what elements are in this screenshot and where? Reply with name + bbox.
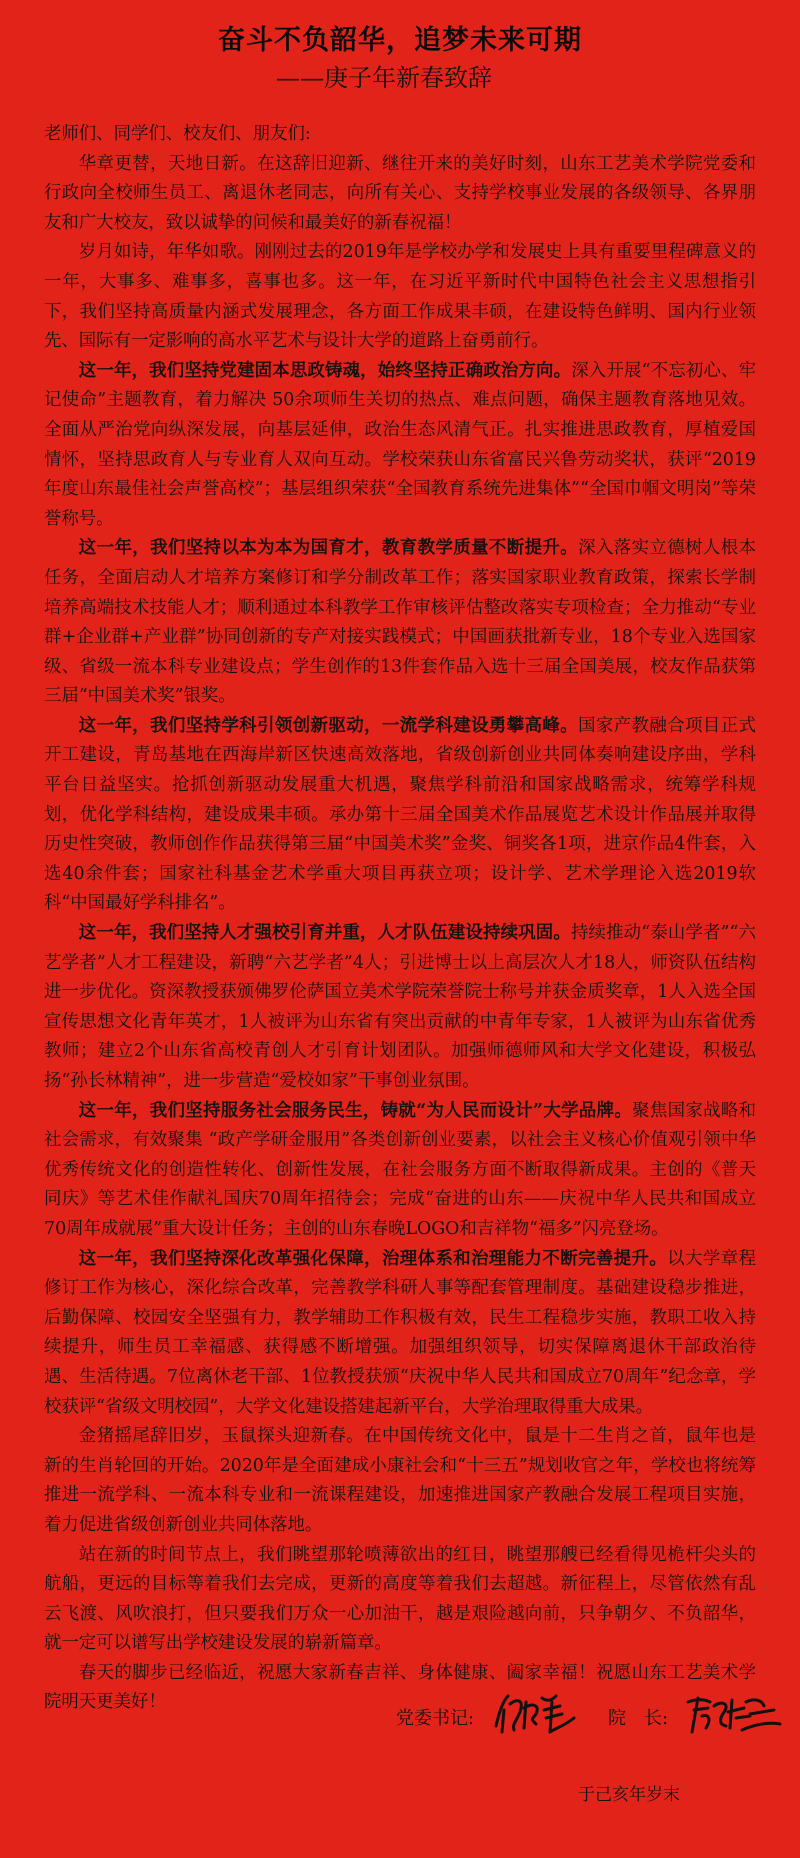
paragraph-lead: 这一年，我们坚持服务社会服务民生，铸就“为人民而设计”大学品牌。 (78, 1100, 633, 1121)
paragraph-lead: 这一年，我们坚持党建固本思政铸魂，始终坚持正确政治方向。 (78, 360, 572, 381)
secretary-label: 党委书记: (396, 1708, 475, 1729)
letter-paragraph (44, 150, 756, 239)
paragraph-text: 深入落实立德树人根本任务，全面启动人才培养方案修订和学分制改革工作；落实国家职业教育政策，探索长学制培养高端技术技能人才；顺利通过本科教学工作审核评估整改落实专项检查；全力推动“专业群+企业群+产业群”协同创新的专产对接实践模式；中国画获批新专业，18个专业入选国家级、省级一流本科专业建设点；学生创作的13件套作品入选十三届全国美展，校友作品获第三届“中国美术奖”银奖。 (44, 538, 756, 707)
paragraph-text: 金猪摇尾辞旧岁，玉鼠探头迎新春。在中国传统文化中，鼠是十二生肖之首，鼠年也是新的生肖轮回的开始。2020年是全面建成小康社会和“十三五”规划收官之年，学校也将统筹推进一流学科、一流本科专业和一流课程建设，加速推进国家产教融合发展工程项目实施，着力促进省级创新创业共同体落地。 (44, 1426, 756, 1535)
paragraph-text: 站在新的时间节点上，我们眺望那轮喷薄欲出的红日，眺望那艘已经看得见桅杆尖头的航船，更远的目标等着我们去完成，更新的高度等着我们去超越。新征程上，尽管依然有乱云飞渡、风吹浪打，但只要我们万众一心加油干，越是艰险越向前，只争朝夕、不负韶华，就一定可以谱写出学校建设发展的崭新篇章。 (44, 1544, 756, 1654)
paragraph-text: 深入开展“不忘初心、牢记使命”主题教育，着力解决 50余项师生关切的热点、难点问题，确保主题教育落地见效。全面从严治党向纵深发展，向基层延伸，政治生态风清气正。扎实推进思政教育，厚植爱国情怀，坚持思政育人与专业育人双向互动。学校荣获山东省富民兴鲁劳动奖状，获评“2019年度山东最佳社会声誉高校”；基层组织荣获“全国教育系统先进集体”“全国巾帼文明岗”等荣誉称号。 (44, 360, 756, 529)
paragraph-text: 春天的脚步已经临近，祝愿大家新春吉祥、身体健康、阖家幸福！祝愿山东工艺美术学院明天更美好！ (44, 1662, 756, 1713)
letter-paragraph (44, 534, 756, 712)
paragraph-lead: 这一年，我们坚持深化改革强化保障，治理体系和治理能力不断完善提升。 (78, 1248, 668, 1269)
paragraph-text: 岁月如诗，年华如歌。刚刚过去的2019年是学校办学和发展史上具有重要里程碑意义的一年，大事多、难事多，喜事也多。这一年，在习近平新时代中国特色社会主义思想指引下，我们坚持高质量内涵式发展理念，各方面工作成果丰硕，在建设特色鲜明、国内行业领先、国际有一定影响的高水平艺术与设计大学的道路上奋勇前行。 (44, 242, 756, 352)
president-label: 院 长: (608, 1708, 669, 1729)
secretary-signature (490, 1688, 586, 1738)
letter-paragraph (44, 1097, 756, 1245)
letter-paragraph (44, 712, 756, 919)
letter-paragraph (44, 1245, 756, 1423)
paragraph-text: 华章更替，天地日新。在这辞旧迎新、继往开来的美好时刻，山东工艺美术学院党委和行政向全校师生员工、离退休老同志，向所有关心、支持学校事业发展的各级领导、各界朋友和广大校友，致以诚挚的问候和最美好的新春祝福！ (44, 153, 756, 233)
salutation: 老师们、同学们、校友们、朋友们: (44, 124, 311, 144)
page-subtitle: ——庚子年新春致辞 (276, 64, 492, 92)
paragraph-lead: 这一年，我们坚持以本为本为国育才，教育教学质量不断提升。 (78, 538, 579, 559)
letter-paragraph (44, 357, 756, 535)
paragraph-text: 聚焦国家战略和社会需求，有效聚集 “政产学研金服用”各类创新创业要素，以社会主义核心价值观引领中华优秀传统文化的创造性转化、创新性发展，在社会服务方面不断取得新成果。主创的《普天同庆》等艺术佳作献礼国庆70周年招待会；完成“奋进的山东——庆祝中华人民共和国成立70周年成就展”重大设计任务；主创的山东春晚LOGO和吉祥物“福多”闪亮登场。 (44, 1100, 756, 1239)
paragraph-text: 国家产教融合项目正式开工建设，青岛基地在西海岸新区快速高效落地，省级创新创业共同体奏响建设序曲，学科平台日益坚实。抢抓创新驱动发展重大机遇，聚焦学科前沿和国家战略需求，统筹学科规划，优化学科结构，建设成果丰硕。承办第十三届全国美术作品展览艺术设计作品展并取得历史性突破，教师创作作品获得第三届“中国美术奖”金奖、铜奖各1项，进京作品4件套，入选40余件套；国家社科基金艺术学重大项目再获立项；设计学、艺术学理论入选2019软科“中国最好学科排名”。 (44, 715, 756, 914)
letter-body (44, 120, 756, 1718)
page-title: 奋斗不负韶华，追梦未来可期 (218, 25, 582, 56)
letter-paragraph (44, 238, 756, 356)
paragraph-lead: 这一年，我们坚持学科引领创新驱动，一流学科建设勇攀高峰。 (78, 715, 579, 736)
paragraph-lead: 这一年，我们坚持人才强校引育并重，人才队伍建设持续巩固。 (78, 923, 571, 944)
letter-paragraph (44, 1422, 756, 1540)
signature-row (0, 1688, 800, 1742)
letter-paragraph (44, 919, 756, 1097)
closing-date: 于己亥年岁末 (578, 1785, 680, 1805)
paragraph-text: 持续推动“泰山学者”“六艺学者”人才工程建设，新聘“六艺学者”4人；引进博士以上高层次人才18人，师资队伍结构进一步优化。资深教授获颁佛罗伦萨国立美术学院荣誉院士称号并获金质奖章，1人入选全国宣传思想文化青年英才，1人被评为山东省有突出贡献的中青年专家，1人被评为山东省优秀教师；建立2个山东省高校青创人才引育计划团队。加强师德师风和大学文化建设，积极弘扬“孙长林精神”，进一步营造“爱校如家”干事创业氛围。 (44, 923, 756, 1091)
president-signature (684, 1688, 784, 1738)
paragraph-text: 以大学章程修订工作为核心，深化综合改革，完善教学科研人事等配套管理制度。基础建设稳步推进，后勤保障、校园安全坚强有力，教学辅助工作积极有效，民生工程稳步实施，教职工收入持续提升，师生员工幸福感、获得感不断增强。加强组织领导，切实保障离退休干部政治待遇、生活待遇。7位离休老干部、1位教授获颁“庆祝中华人民共和国成立70周年”纪念章，学校获评“省级文明校园”，大学文化建设搭建起新平台，大学治理取得重大成果。 (44, 1248, 756, 1417)
letter-paragraph (44, 1541, 756, 1659)
